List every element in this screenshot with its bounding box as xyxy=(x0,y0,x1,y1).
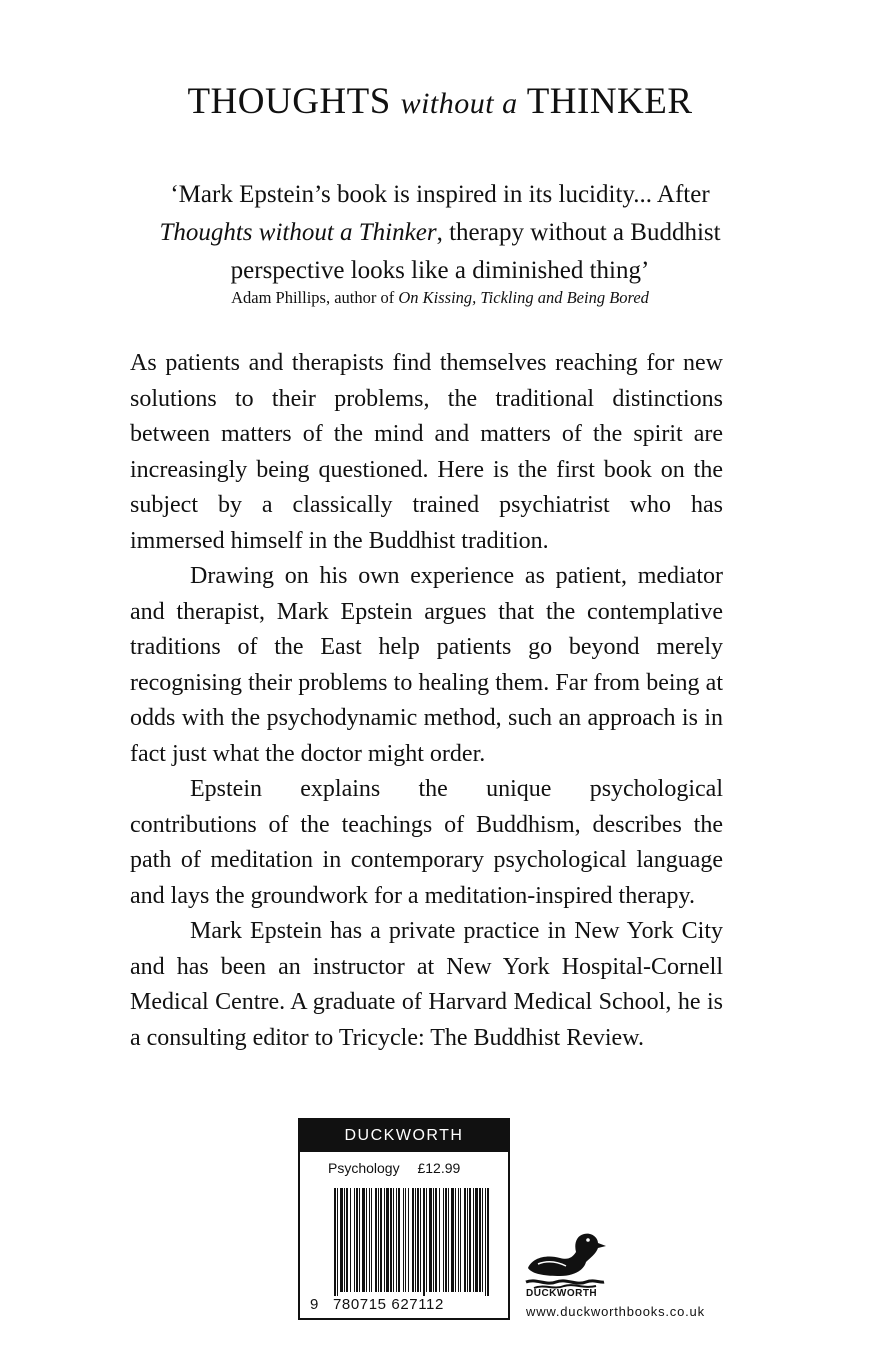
attribution-book: On Kissing, Tickling and Being Bored xyxy=(398,288,649,307)
publisher-banner: DUCKWORTH xyxy=(300,1120,508,1152)
category-label: Psychology xyxy=(328,1160,400,1176)
barcode-box xyxy=(298,1118,510,1320)
attribution-author: Adam Phillips, author of xyxy=(231,288,399,307)
quote-line-3: perspective looks like a diminished thing’ xyxy=(230,257,650,284)
barcode-bar xyxy=(340,1188,343,1292)
barcode-bar xyxy=(479,1188,481,1292)
duckworth-wordmark: DUCKWORTH xyxy=(526,1288,598,1299)
quote-line-2-rest: , therapy without a Buddhist xyxy=(436,219,721,246)
quote-book-title: Thoughts without a Thinker xyxy=(159,219,437,246)
barcode-bar xyxy=(354,1188,355,1292)
barcode-bar xyxy=(439,1188,440,1292)
duck-logo-icon xyxy=(524,1228,606,1290)
blurb-paragraph-3: Epstein explains the unique psychological contributions of the teachings of Buddhism, describes the path of meditation in contemporary psychological language and lays the groundwork for a meditation-inspired therapy. xyxy=(130,776,723,909)
barcode-bar xyxy=(346,1188,348,1292)
barcode-bar xyxy=(337,1188,338,1300)
barcode-bar xyxy=(475,1188,478,1292)
barcode-bar xyxy=(417,1188,419,1292)
publisher-website: www.duckworthbooks.co.uk xyxy=(526,1304,705,1319)
barcode-bar xyxy=(356,1188,358,1292)
barcode-bar xyxy=(485,1188,486,1300)
barcode-bar xyxy=(423,1188,425,1300)
barcode-bar xyxy=(396,1188,397,1292)
barcode-bar xyxy=(390,1188,392,1292)
price-label: £12.99 xyxy=(417,1160,461,1176)
barcode-bar xyxy=(398,1188,400,1292)
barcode-bar xyxy=(393,1188,394,1292)
barcode-bar xyxy=(412,1188,414,1292)
barcode-bar xyxy=(435,1188,437,1292)
quote-attribution xyxy=(130,288,750,308)
barcode-bar xyxy=(344,1188,345,1292)
barcode-bar xyxy=(467,1188,468,1292)
barcode-bar xyxy=(464,1188,466,1292)
barcode-bar xyxy=(460,1188,461,1292)
blurb-paragraph-1: As patients and therapists find themselves reaching for new solutions to their problems, the traditional distinctions between matters of the mind and matters of the spirit are increasingly being questioned. Here is the first book on the subject by a classically trained psychiatrist who has immersed himself in the Buddhist tradition. xyxy=(130,350,723,554)
barcode-bar xyxy=(384,1188,385,1292)
barcode-bar xyxy=(445,1188,447,1292)
barcode-bar xyxy=(451,1188,454,1292)
barcode-bar xyxy=(362,1188,365,1292)
barcode-bar xyxy=(386,1188,389,1292)
blurb-paragraph-2: Drawing on his own experience as patient, mediator and therapist, Mark Epstein argues that the contemplative traditions of the East help patients go beyond merely recognising their problems to healing them. Far from being at odds with the psychodynamic method, such an approach is in fact just what the doctor might order. xyxy=(130,563,723,767)
barcode-bar xyxy=(469,1188,471,1292)
isbn-prefix: 9 xyxy=(310,1296,319,1313)
review-quote xyxy=(130,176,750,290)
book-title xyxy=(0,80,880,123)
barcode-bar xyxy=(473,1188,474,1292)
isbn-barcode xyxy=(334,1188,492,1300)
category-price-line xyxy=(328,1160,508,1176)
barcode-bar xyxy=(403,1188,404,1292)
blurb-body xyxy=(130,346,723,1056)
barcode-bar xyxy=(426,1188,427,1292)
title-part-3: THINKER xyxy=(526,81,693,122)
barcode-bar xyxy=(359,1188,360,1292)
barcode-bar xyxy=(448,1188,449,1292)
title-part-1: THOUGHTS xyxy=(187,81,391,122)
barcode-bar xyxy=(482,1188,483,1292)
barcode-bar xyxy=(366,1188,367,1292)
barcode-bar xyxy=(334,1188,336,1300)
author-bio-paragraph: Mark Epstein has a private practice in New York City and has been an instructor at New York Hospital-Cornell Medical Centre. A graduate of Harvard Medical School, he is a consulting editor to Tricycle: The Buddhist Review. xyxy=(130,918,723,1051)
barcode-bar xyxy=(429,1188,432,1292)
isbn-number xyxy=(310,1296,500,1313)
barcode-bar xyxy=(371,1188,372,1292)
barcode-bar xyxy=(405,1188,406,1292)
barcode-bar xyxy=(380,1188,382,1292)
barcode-bar xyxy=(487,1188,489,1300)
barcode-bar xyxy=(350,1188,351,1292)
barcode-bar xyxy=(420,1188,421,1292)
barcode-bar xyxy=(378,1188,379,1292)
title-part-2: without a xyxy=(400,87,518,120)
barcode-bar xyxy=(408,1188,409,1292)
quote-line-2 xyxy=(130,214,750,252)
barcode-bar xyxy=(369,1188,370,1292)
isbn-digits: 780715 627112 xyxy=(332,1296,444,1313)
barcode-bar xyxy=(443,1188,444,1292)
quote-line-1: ‘Mark Epstein’s book is inspired in its lucidity... After xyxy=(170,181,710,208)
barcode-bar xyxy=(455,1188,456,1292)
barcode-bar xyxy=(375,1188,377,1292)
barcode-bar xyxy=(415,1188,416,1292)
barcode-bar xyxy=(433,1188,434,1292)
barcode-bar xyxy=(458,1188,459,1292)
